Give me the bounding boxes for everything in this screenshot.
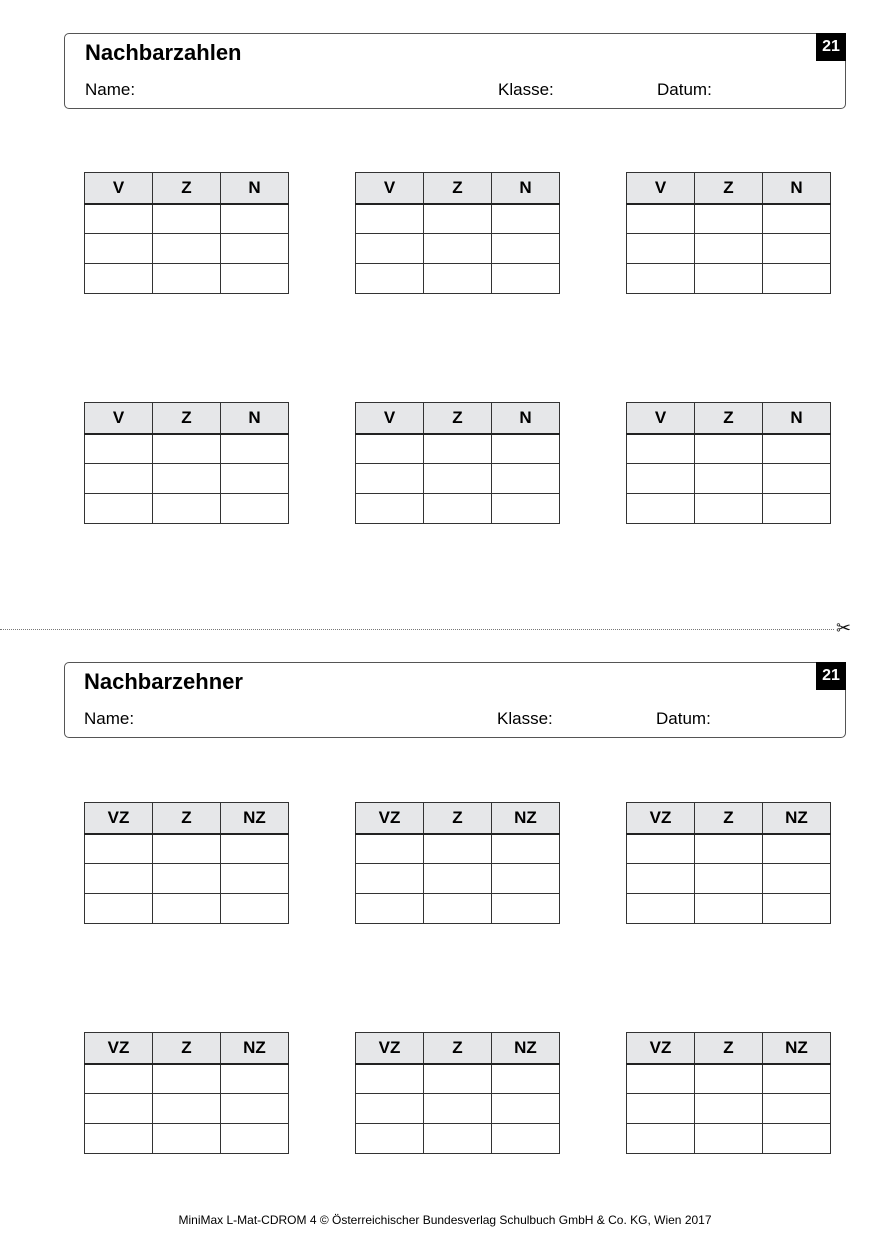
table-row	[356, 264, 560, 294]
class-label: Klasse:	[498, 80, 554, 99]
answer-cell[interactable]	[763, 494, 831, 524]
table-row	[85, 204, 289, 234]
answer-cell[interactable]	[695, 864, 763, 894]
answer-cell[interactable]	[695, 204, 763, 234]
table-row	[356, 834, 560, 864]
answer-cell[interactable]	[627, 1094, 695, 1124]
page-number-badge: 21	[816, 662, 846, 690]
answer-cell[interactable]	[763, 894, 831, 924]
answer-cell[interactable]	[153, 1064, 221, 1094]
table-row	[85, 264, 289, 294]
neighbor-table	[355, 1032, 560, 1154]
answer-cell[interactable]	[153, 234, 221, 264]
answer-cell[interactable]	[424, 464, 492, 494]
answer-cell[interactable]	[627, 434, 695, 464]
header-nachbarzahlen	[64, 33, 846, 109]
neighbor-table	[355, 802, 560, 924]
scissors-icon: ✂	[836, 618, 852, 638]
answer-cell[interactable]	[356, 1094, 424, 1124]
answer-cell[interactable]	[85, 234, 153, 264]
answer-cell[interactable]	[221, 204, 289, 234]
answer-cell[interactable]	[221, 834, 289, 864]
column-header: Z	[695, 1033, 763, 1064]
answer-cell[interactable]	[492, 1064, 560, 1094]
table-row	[627, 434, 831, 464]
neighbor-table	[84, 402, 289, 524]
page-title: Nachbarzehner	[84, 669, 243, 694]
answer-cell[interactable]	[695, 894, 763, 924]
answer-cell[interactable]	[695, 1064, 763, 1094]
answer-cell[interactable]	[221, 464, 289, 494]
answer-cell[interactable]	[763, 834, 831, 864]
table-row	[85, 234, 289, 264]
footer-copyright: MiniMax L-Mat-CDROM 4 © Österreichischer Bundesverlag Schulbuch GmbH & Co. KG, Wien 2017	[178, 1213, 712, 1227]
answer-cell[interactable]	[695, 834, 763, 864]
column-header: Z	[424, 1033, 492, 1064]
answer-cell[interactable]	[153, 494, 221, 524]
column-header: Z	[424, 803, 492, 834]
answer-cell[interactable]	[153, 834, 221, 864]
answer-cell[interactable]	[492, 834, 560, 864]
answer-cell[interactable]	[153, 864, 221, 894]
table-row	[356, 494, 560, 524]
answer-cell[interactable]	[424, 1124, 492, 1154]
column-header: NZ	[221, 803, 289, 834]
class-label: Klasse:	[497, 709, 553, 728]
column-header: N	[492, 403, 560, 434]
answer-cell[interactable]	[85, 894, 153, 924]
answer-cell[interactable]	[627, 864, 695, 894]
column-header: Z	[695, 173, 763, 204]
table-row	[85, 1124, 289, 1154]
answer-cell[interactable]	[424, 434, 492, 464]
table-row	[627, 204, 831, 234]
column-header: Z	[153, 173, 221, 204]
answer-cell[interactable]	[85, 434, 153, 464]
answer-cell[interactable]	[424, 494, 492, 524]
answer-cell[interactable]	[763, 264, 831, 294]
column-header: V	[356, 403, 424, 434]
answer-cell[interactable]	[424, 264, 492, 294]
table-row	[356, 204, 560, 234]
answer-cell[interactable]	[153, 264, 221, 294]
answer-cell[interactable]	[424, 834, 492, 864]
column-header: NZ	[763, 1033, 831, 1064]
answer-cell[interactable]	[763, 1064, 831, 1094]
answer-cell[interactable]	[695, 494, 763, 524]
answer-cell[interactable]	[85, 464, 153, 494]
page-title: Nachbarzahlen	[85, 40, 242, 65]
answer-cell[interactable]	[627, 834, 695, 864]
answer-cell[interactable]	[85, 204, 153, 234]
answer-cell[interactable]	[695, 234, 763, 264]
answer-cell[interactable]	[356, 464, 424, 494]
answer-cell[interactable]	[424, 864, 492, 894]
column-header: V	[85, 173, 153, 204]
neighbor-table	[626, 402, 831, 524]
table-row	[85, 834, 289, 864]
answer-cell[interactable]	[627, 464, 695, 494]
neighbor-table	[355, 402, 560, 524]
cut-line	[0, 629, 834, 630]
answer-cell[interactable]	[85, 1124, 153, 1154]
answer-cell[interactable]	[221, 864, 289, 894]
answer-cell[interactable]	[356, 494, 424, 524]
table-row	[627, 494, 831, 524]
column-header: N	[492, 173, 560, 204]
column-header: VZ	[356, 1033, 424, 1064]
answer-cell[interactable]	[695, 1094, 763, 1124]
answer-cell[interactable]	[356, 434, 424, 464]
column-header: VZ	[627, 803, 695, 834]
column-header: Z	[695, 803, 763, 834]
column-header: VZ	[356, 803, 424, 834]
answer-cell[interactable]	[695, 434, 763, 464]
answer-cell[interactable]	[763, 864, 831, 894]
neighbor-table	[84, 172, 289, 294]
table-row	[627, 234, 831, 264]
column-header: NZ	[763, 803, 831, 834]
answer-cell[interactable]	[356, 234, 424, 264]
answer-cell[interactable]	[356, 264, 424, 294]
answer-cell[interactable]	[221, 494, 289, 524]
neighbor-table	[626, 1032, 831, 1154]
date-label: Datum:	[656, 709, 711, 728]
answer-cell[interactable]	[763, 1094, 831, 1124]
column-header: NZ	[221, 1033, 289, 1064]
answer-cell[interactable]	[153, 434, 221, 464]
table-row	[356, 434, 560, 464]
answer-cell[interactable]	[492, 464, 560, 494]
answer-cell[interactable]	[492, 1094, 560, 1124]
answer-cell[interactable]	[153, 1124, 221, 1154]
answer-cell[interactable]	[492, 1124, 560, 1154]
answer-cell[interactable]	[221, 1064, 289, 1094]
column-header: VZ	[627, 1033, 695, 1064]
answer-cell[interactable]	[85, 1064, 153, 1094]
answer-cell[interactable]	[424, 1064, 492, 1094]
answer-cell[interactable]	[492, 234, 560, 264]
answer-cell[interactable]	[153, 1094, 221, 1124]
table-row	[356, 1064, 560, 1094]
table-row	[356, 234, 560, 264]
header-nachbarzehner	[64, 662, 846, 738]
answer-cell[interactable]	[221, 894, 289, 924]
name-label: Name:	[85, 80, 136, 99]
answer-cell[interactable]	[221, 434, 289, 464]
column-header: Z	[424, 403, 492, 434]
answer-cell[interactable]	[424, 894, 492, 924]
answer-cell[interactable]	[627, 1064, 695, 1094]
table-row	[627, 464, 831, 494]
table-row	[85, 1094, 289, 1124]
column-header: Z	[153, 1033, 221, 1064]
answer-cell[interactable]	[492, 264, 560, 294]
column-header: V	[627, 173, 695, 204]
answer-cell[interactable]	[356, 1064, 424, 1094]
table-row	[85, 494, 289, 524]
answer-cell[interactable]	[221, 264, 289, 294]
answer-cell[interactable]	[763, 234, 831, 264]
answer-cell[interactable]	[153, 464, 221, 494]
answer-cell[interactable]	[85, 494, 153, 524]
answer-cell[interactable]	[627, 204, 695, 234]
answer-cell[interactable]	[627, 894, 695, 924]
answer-cell[interactable]	[492, 864, 560, 894]
answer-cell[interactable]	[763, 204, 831, 234]
table-row	[356, 464, 560, 494]
answer-cell[interactable]	[492, 894, 560, 924]
answer-cell[interactable]	[492, 494, 560, 524]
answer-cell[interactable]	[424, 204, 492, 234]
answer-cell[interactable]	[627, 494, 695, 524]
table-row	[627, 834, 831, 864]
page-number-badge: 21	[816, 33, 846, 61]
answer-cell[interactable]	[492, 434, 560, 464]
neighbor-table	[355, 172, 560, 294]
answer-cell[interactable]	[763, 434, 831, 464]
answer-cell[interactable]	[221, 1124, 289, 1154]
answer-cell[interactable]	[356, 204, 424, 234]
table-row	[356, 894, 560, 924]
table-row	[627, 1094, 831, 1124]
column-header: Z	[153, 803, 221, 834]
column-header: N	[221, 403, 289, 434]
table-row	[85, 1064, 289, 1094]
column-header: N	[763, 173, 831, 204]
answer-cell[interactable]	[763, 1124, 831, 1154]
table-row	[85, 864, 289, 894]
column-header: NZ	[492, 1033, 560, 1064]
answer-cell[interactable]	[627, 234, 695, 264]
table-row	[356, 864, 560, 894]
answer-cell[interactable]	[695, 464, 763, 494]
column-header: N	[221, 173, 289, 204]
table-row	[627, 1124, 831, 1154]
answer-cell[interactable]	[153, 204, 221, 234]
date-label: Datum:	[657, 80, 712, 99]
answer-cell[interactable]	[85, 264, 153, 294]
neighbor-table	[626, 802, 831, 924]
table-row	[85, 434, 289, 464]
answer-cell[interactable]	[85, 1094, 153, 1124]
column-header: VZ	[85, 1033, 153, 1064]
answer-cell[interactable]	[763, 464, 831, 494]
column-header: Z	[153, 403, 221, 434]
answer-cell[interactable]	[627, 1124, 695, 1154]
answer-cell[interactable]	[221, 234, 289, 264]
answer-cell[interactable]	[356, 1124, 424, 1154]
answer-cell[interactable]	[356, 864, 424, 894]
column-header: NZ	[492, 803, 560, 834]
neighbor-table	[84, 802, 289, 924]
column-header: V	[85, 403, 153, 434]
name-label: Name:	[84, 709, 135, 728]
column-header: V	[627, 403, 695, 434]
column-header: Z	[424, 173, 492, 204]
answer-cell[interactable]	[424, 234, 492, 264]
table-row	[627, 264, 831, 294]
answer-cell[interactable]	[85, 834, 153, 864]
answer-cell[interactable]	[356, 894, 424, 924]
answer-cell[interactable]	[85, 864, 153, 894]
column-header: Z	[695, 403, 763, 434]
answer-cell[interactable]	[695, 1124, 763, 1154]
answer-cell[interactable]	[627, 264, 695, 294]
table-row	[85, 464, 289, 494]
column-header: V	[356, 173, 424, 204]
column-header: VZ	[85, 803, 153, 834]
answer-cell[interactable]	[492, 204, 560, 234]
answer-cell[interactable]	[695, 264, 763, 294]
answer-cell[interactable]	[356, 834, 424, 864]
table-row	[85, 894, 289, 924]
answer-cell[interactable]	[153, 894, 221, 924]
table-row	[627, 864, 831, 894]
neighbor-table	[84, 1032, 289, 1154]
answer-cell[interactable]	[424, 1094, 492, 1124]
table-row	[627, 894, 831, 924]
column-header: N	[763, 403, 831, 434]
neighbor-table	[626, 172, 831, 294]
table-row	[356, 1124, 560, 1154]
table-row	[627, 1064, 831, 1094]
table-row	[356, 1094, 560, 1124]
answer-cell[interactable]	[221, 1094, 289, 1124]
